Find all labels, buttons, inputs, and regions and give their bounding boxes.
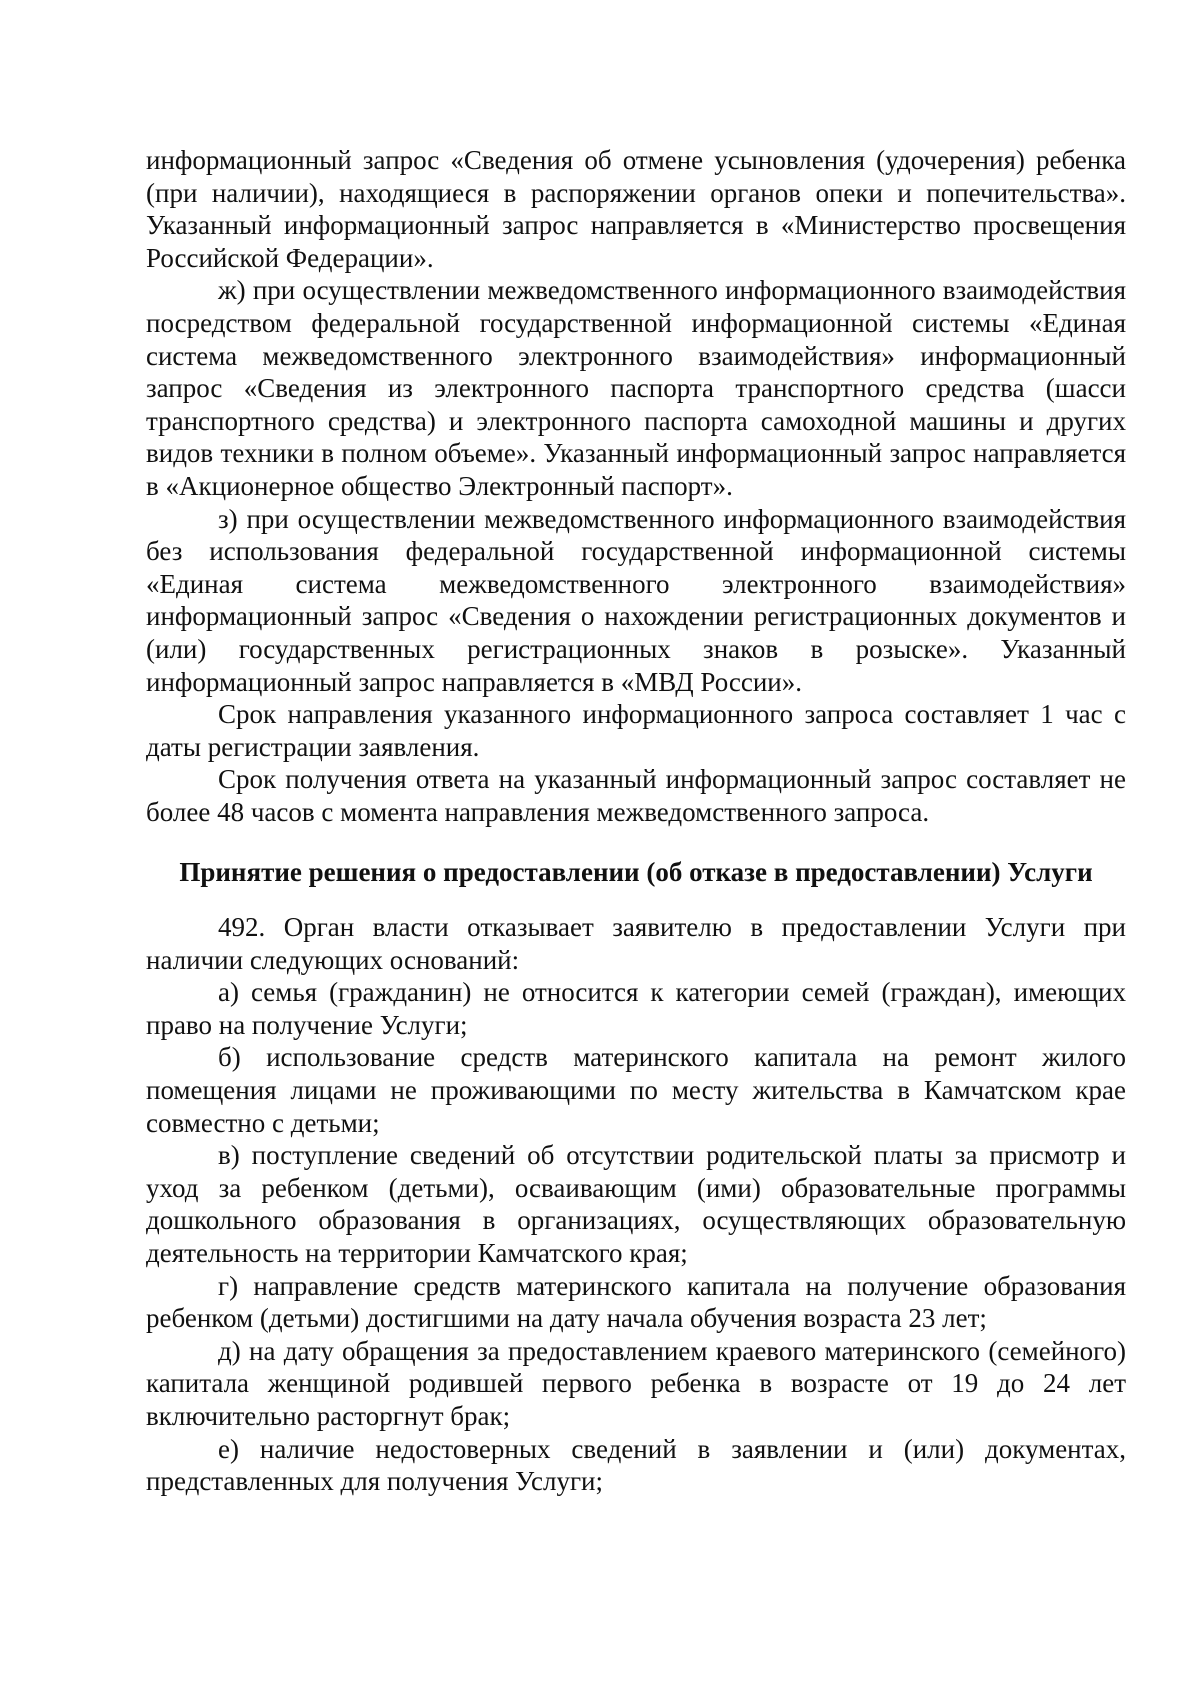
paragraph-item-v: в) поступление сведений об отсутствии родительской платы за присмотр и уход за ребенком (детьми), осваивающим (ими) образовательные программы дошкольного образования в организациях, осуществляющих образовательную деятельность на территории Камчатского края; — [146, 1140, 1126, 1268]
paragraph-request-deadline: Срок направления указанного информационного запроса составляет 1 час с даты регистрации заявления. — [146, 699, 1126, 762]
section-heading: Принятие решения о предоставлении (об отказе в предоставлении) Услуги — [179, 857, 1093, 888]
paragraph-item-b: б) использование средств материнского капитала на ремонт жилого помещения лицами не проживающими по месту жительства в Камчатском крае совместно с детьми; — [146, 1042, 1126, 1138]
paragraph-request-adoption-cancel: информационный запрос «Сведения об отмене усыновления (удочерения) ребенка (при наличии), находящиеся в распоряжении органов опеки и попечительства». Указанный информационный запрос направляется в «Министерство просвещения Российской Федерации». — [146, 145, 1126, 273]
paragraph-item-e: е) наличие недостоверных сведений в заявлении и (или) документах, представленных для получения Услуги; — [146, 1433, 1126, 1497]
paragraph-response-deadline: Срок получения ответа на указанный информационный запрос составляет не более 48 часов с момента направления межведомственного запроса. — [146, 764, 1126, 827]
paragraph-item-d: д) на дату обращения за предоставлением краевого материнского (семейного) капитала женщиной родившей первого ребенка в возрасте от 19 до 24 лет включительно расторгнут брак; — [146, 1335, 1126, 1431]
document-body — [146, 144, 1126, 1498]
paragraph-item-z: з) при осуществлении межведомственного информационного взаимодействия без использования федеральной государственной информационной системы «Единая система межведомственного электронного взаимодействия» информационный запрос «Сведения о нахождении регистрационных документов и (или) государственных регистрационных знаков в розыске». Указанный информационный запрос направляется в «МВД России». — [146, 503, 1126, 697]
paragraph-492: 492. Орган власти отказывает заявителю в предоставлении Услуги при наличии следующих оснований: — [146, 912, 1126, 975]
paragraph-item-a: а) семья (гражданин) не относится к категории семей (граждан), имеющих право на получение Услуги; — [146, 977, 1126, 1040]
paragraph-item-zh: ж) при осуществлении межведомственного информационного взаимодействия посредством федеральной государственной информационной системы «Единая система межведомственного электронного взаимодействия» информационный запрос «Сведения из электронного паспорта транспортного средства (шасси транспортного средства) и электронного паспорта самоходной машины и других видов техники в полном объеме». Указанный информационный запрос направляется в «Акционерное общество Электронный паспорт». — [146, 275, 1126, 501]
paragraph-item-g: г) направление средств материнского капитала на получение образования ребенком (детьми) достигшими на дату начала обучения возраста 23 лет; — [146, 1270, 1126, 1334]
